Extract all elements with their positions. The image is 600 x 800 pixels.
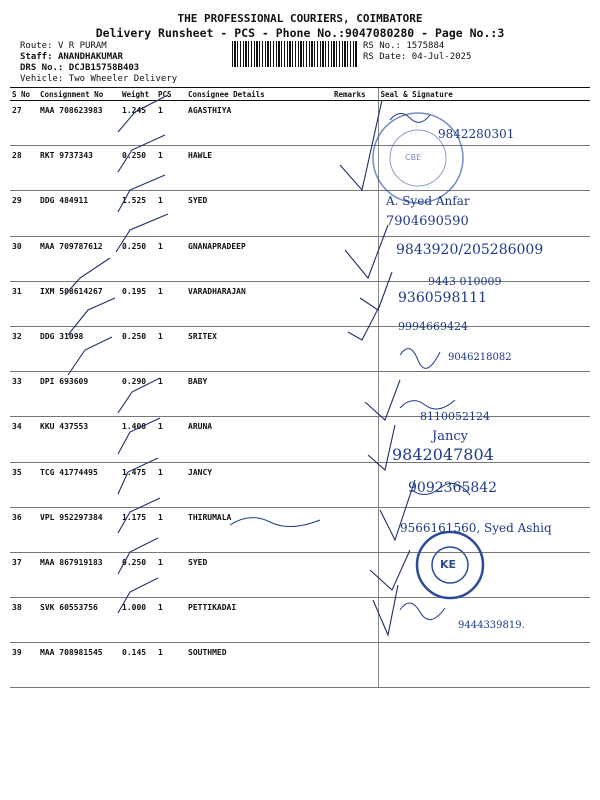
cell-remarks bbox=[332, 236, 378, 281]
cell-sno: 38 bbox=[10, 598, 38, 643]
cell-consignee: JANCY bbox=[186, 462, 332, 507]
cell-pcs: 1 bbox=[156, 417, 186, 462]
staff-label: Staff: bbox=[20, 52, 53, 62]
cell-pcs: 1 bbox=[156, 101, 186, 146]
staff-line bbox=[20, 52, 123, 62]
rs-date-line bbox=[363, 52, 471, 62]
cell-weight: 1.000 bbox=[120, 598, 156, 643]
cell-pcs: 1 bbox=[156, 281, 186, 326]
cell-weight: 1.525 bbox=[120, 191, 156, 236]
cell-pcs: 1 bbox=[156, 146, 186, 191]
col-header-consignment: Consignment No bbox=[38, 88, 120, 101]
cell-remarks bbox=[332, 462, 378, 507]
col-header-weight: Weight bbox=[120, 88, 156, 101]
table-row bbox=[10, 417, 590, 462]
col-header-consignee: Consignee Details bbox=[186, 88, 332, 101]
cell-remarks bbox=[332, 598, 378, 643]
runsheet-subtitle: Delivery Runsheet - PCS - Phone No.:9047080280 - Page No.:3 bbox=[95, 26, 505, 40]
cell-pcs: 1 bbox=[156, 372, 186, 417]
cell-weight: 0.250 bbox=[120, 552, 156, 597]
cell-pcs: 1 bbox=[156, 552, 186, 597]
cell-consignee: SOUTHMED bbox=[186, 643, 332, 688]
cell-signature bbox=[378, 101, 590, 146]
cell-consignee: SYED bbox=[186, 552, 332, 597]
hw-row35-name: Jancy bbox=[432, 429, 468, 444]
cell-sno: 34 bbox=[10, 417, 38, 462]
cell-signature bbox=[378, 281, 590, 326]
cell-consignee: PETTIKADAI bbox=[186, 598, 332, 643]
cell-consignee: SRITEX bbox=[186, 326, 332, 371]
col-header-sno: S No bbox=[10, 88, 38, 101]
cell-consignee: ARUNA bbox=[186, 417, 332, 462]
table-row bbox=[10, 236, 590, 281]
table-row bbox=[10, 191, 590, 236]
cell-weight: 1.245 bbox=[120, 101, 156, 146]
cell-consignment: MAA 867919183 bbox=[38, 552, 120, 597]
cell-consignment: DPI 693609 bbox=[38, 372, 120, 417]
cell-signature bbox=[378, 372, 590, 417]
cell-pcs: 1 bbox=[156, 191, 186, 236]
cell-pcs: 1 bbox=[156, 462, 186, 507]
svg-text:KE: KE bbox=[440, 558, 457, 571]
cell-signature bbox=[378, 326, 590, 371]
hw-row29-phone: 7904690590 bbox=[386, 214, 469, 229]
svg-text:CBE: CBE bbox=[405, 153, 422, 162]
cell-weight: 1.400 bbox=[120, 417, 156, 462]
col-header-pcs: PCS bbox=[156, 88, 186, 101]
cell-weight: 0.290 bbox=[120, 372, 156, 417]
cell-consignee: THIRUMALA bbox=[186, 507, 332, 552]
cell-sno: 28 bbox=[10, 146, 38, 191]
cell-remarks bbox=[332, 372, 378, 417]
cell-signature bbox=[378, 462, 590, 507]
hw-row37-phone: 9566161560, Syed Ashiq bbox=[400, 521, 552, 535]
hw-row31-phone-b: 9360598111 bbox=[398, 290, 488, 306]
cell-consignee: GNANAPRADEEP bbox=[186, 236, 332, 281]
cell-sno: 29 bbox=[10, 191, 38, 236]
cell-remarks bbox=[332, 191, 378, 236]
cell-weight: 0.250 bbox=[120, 146, 156, 191]
cell-consignee: SYED bbox=[186, 191, 332, 236]
vehicle-label: Vehicle: bbox=[20, 74, 64, 84]
cell-consignment: MAA 708981545 bbox=[38, 643, 120, 688]
cell-remarks bbox=[332, 643, 378, 688]
route-value: V R PURAM bbox=[57, 41, 107, 51]
table-row bbox=[10, 552, 590, 597]
cell-sno: 37 bbox=[10, 552, 38, 597]
cell-weight: 1.175 bbox=[120, 507, 156, 552]
route-line bbox=[20, 41, 107, 51]
table-header-row bbox=[10, 88, 590, 101]
cell-signature bbox=[378, 552, 590, 597]
cell-remarks bbox=[332, 146, 378, 191]
hw-row31-phone-a: 9443 010009 bbox=[428, 275, 502, 288]
cell-sno: 39 bbox=[10, 643, 38, 688]
cell-weight: 0.250 bbox=[120, 236, 156, 281]
cell-signature bbox=[378, 236, 590, 281]
cell-weight: 0.145 bbox=[120, 643, 156, 688]
cell-signature bbox=[378, 643, 590, 688]
cell-pcs: 1 bbox=[156, 598, 186, 643]
hw-row29-name: A. Syed Anfar bbox=[386, 194, 470, 208]
cell-sno: 31 bbox=[10, 281, 38, 326]
cell-consignment: KKU 437553 bbox=[38, 417, 120, 462]
cell-pcs: 1 bbox=[156, 507, 186, 552]
cell-consignment: DDG 31098 bbox=[38, 326, 120, 371]
table-row bbox=[10, 326, 590, 371]
drs-label: DRS No.: bbox=[20, 63, 64, 73]
hw-row36-phone: 9092365842 bbox=[408, 480, 498, 496]
cell-sno: 33 bbox=[10, 372, 38, 417]
cell-pcs: 1 bbox=[156, 643, 186, 688]
company-title: THE PROFESSIONAL COURIERS, COIMBATORE bbox=[177, 12, 423, 25]
cell-consignee: BABY bbox=[186, 372, 332, 417]
cell-consignment: VPL 952297384 bbox=[38, 507, 120, 552]
col-header-signature: Seal & Signature bbox=[378, 88, 590, 101]
rs-date-value: 04-Jul-2025 bbox=[411, 52, 472, 62]
cell-consignment: SVK 60553756 bbox=[38, 598, 120, 643]
cell-remarks bbox=[332, 326, 378, 371]
rs-number-line bbox=[363, 41, 444, 51]
hw-row39-phone: 9444339819. bbox=[458, 620, 525, 631]
drs-line bbox=[20, 63, 139, 73]
cell-sno: 30 bbox=[10, 236, 38, 281]
cell-sno: 32 bbox=[10, 326, 38, 371]
staff-value: ANANDHAKUMAR bbox=[57, 52, 123, 62]
cell-sno: 36 bbox=[10, 507, 38, 552]
cell-consignment: MAA 709787612 bbox=[38, 236, 120, 281]
rs-no-label: RS No.: bbox=[363, 41, 401, 51]
table-row bbox=[10, 146, 590, 191]
table-row bbox=[10, 643, 590, 688]
table-row bbox=[10, 462, 590, 507]
cell-consignment: TCG 41774495 bbox=[38, 462, 120, 507]
runsheet-table bbox=[10, 87, 590, 688]
table-row bbox=[10, 281, 590, 326]
barcode-image bbox=[232, 41, 358, 67]
table-row bbox=[10, 507, 590, 552]
cell-signature bbox=[378, 507, 590, 552]
hw-row27-phone: 9842280301 bbox=[438, 127, 515, 141]
cell-consignment: MAA 708623983 bbox=[38, 101, 120, 146]
cell-consignment: RKT 9737343 bbox=[38, 146, 120, 191]
cell-weight: 0.250 bbox=[120, 326, 156, 371]
rs-date-label: RS Date: bbox=[363, 52, 407, 62]
cell-pcs: 1 bbox=[156, 236, 186, 281]
cell-remarks bbox=[332, 552, 378, 597]
cell-pcs: 1 bbox=[156, 326, 186, 371]
table-row bbox=[10, 372, 590, 417]
rs-no-value: 1575884 bbox=[406, 41, 445, 51]
hw-row30-phone: 9843920/205286009 bbox=[396, 242, 544, 258]
cell-signature bbox=[378, 417, 590, 462]
cell-consignee: VARADHARAJAN bbox=[186, 281, 332, 326]
cell-signature bbox=[378, 146, 590, 191]
cell-consignee: HAWLE bbox=[186, 146, 332, 191]
cell-sno: 35 bbox=[10, 462, 38, 507]
cell-weight: 0.195 bbox=[120, 281, 156, 326]
cell-remarks bbox=[332, 281, 378, 326]
vehicle-value: Two Wheeler Delivery bbox=[68, 74, 178, 84]
cell-consignment: DDG 484911 bbox=[38, 191, 120, 236]
cell-remarks bbox=[332, 417, 378, 462]
cell-weight: 1.475 bbox=[120, 462, 156, 507]
cell-consignee: AGASTHIYA bbox=[186, 101, 332, 146]
drs-value: DCJB15758B403 bbox=[68, 63, 140, 73]
vehicle-line bbox=[20, 74, 177, 84]
col-header-remarks: Remarks bbox=[332, 88, 378, 101]
hw-row32-phone: 9994669424 bbox=[398, 320, 468, 333]
cell-consignment: IXM 508614267 bbox=[38, 281, 120, 326]
cell-signature bbox=[378, 598, 590, 643]
cell-sno: 27 bbox=[10, 101, 38, 146]
hw-row34-phone: 8110052124 bbox=[420, 410, 490, 423]
hw-row33-phone: 9046218082 bbox=[448, 352, 512, 363]
table-row bbox=[10, 598, 590, 643]
cell-signature bbox=[378, 191, 590, 236]
cell-remarks bbox=[332, 101, 378, 146]
table-row bbox=[10, 101, 590, 146]
route-label: Route: bbox=[20, 41, 53, 51]
cell-remarks bbox=[332, 507, 378, 552]
hw-row35-phone: 9842047804 bbox=[392, 445, 494, 464]
